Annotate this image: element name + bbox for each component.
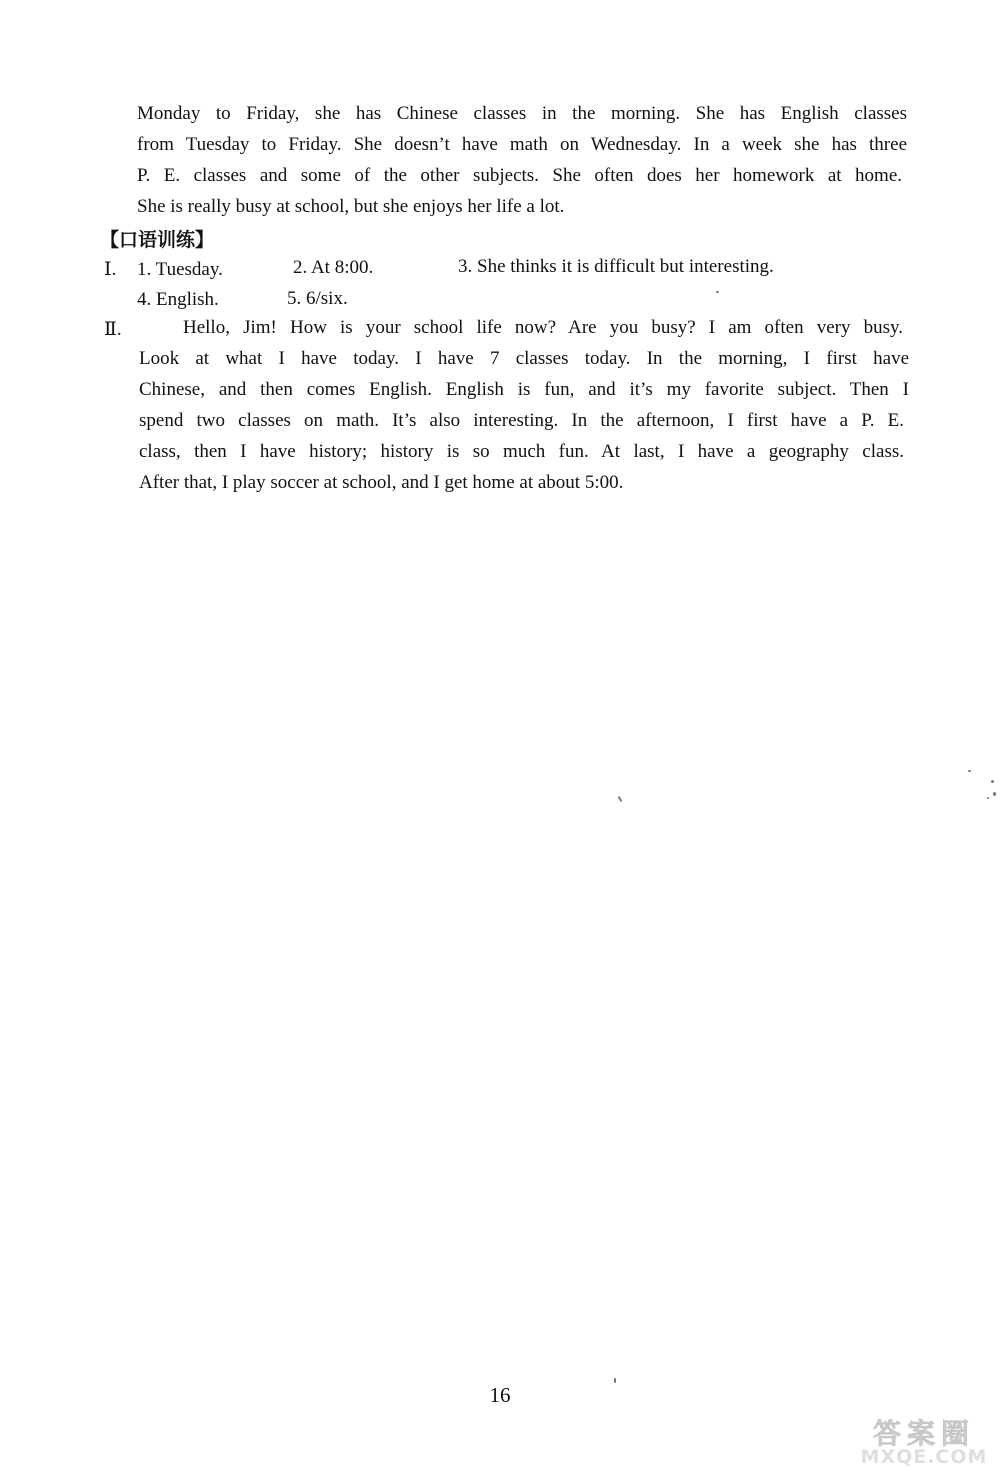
scan-speck bbox=[618, 796, 623, 802]
scan-speck bbox=[968, 770, 971, 772]
scan-speck bbox=[993, 792, 996, 796]
watermark-title: 答案圈 bbox=[872, 1417, 975, 1450]
answer-2: 2. At 8:00. bbox=[293, 257, 374, 278]
watermark-logo bbox=[850, 1412, 998, 1472]
section-title: 【口语训练】 bbox=[100, 229, 215, 251]
part2-line-1: Hello, Jim! How is your school life now? Are you busy? I am often very busy. bbox=[183, 317, 903, 338]
part1-marker: Ⅰ. bbox=[104, 259, 117, 280]
answer-1: 1. Tuesday. bbox=[137, 259, 223, 280]
answer-4: 4. English. bbox=[137, 289, 219, 310]
scan-speck bbox=[716, 291, 719, 293]
scan-speck bbox=[987, 797, 989, 799]
passage-line-2: from Tuesday to Friday. She doesn’t have math on Wednesday. In a week she has three bbox=[137, 134, 907, 155]
passage-line-4: She is really busy at school, but she enjoys her life a lot. bbox=[137, 196, 565, 217]
answer-3: 3. She thinks it is difficult but interesting. bbox=[458, 256, 774, 277]
part2-line-4: spend two classes on math. It’s also interesting. In the afternoon, I first have a P. E. bbox=[139, 410, 904, 431]
passage-line-3: P. E. classes and some of the other subjects. She often does her homework at home. bbox=[137, 165, 902, 186]
part2-line-5: class, then I have history; history is so much fun. At last, I have a geography class. bbox=[139, 441, 904, 462]
answer-5: 5. 6/six. bbox=[287, 288, 348, 309]
part2-line-3: Chinese, and then comes English. English is fun, and it’s my favorite subject. Then I bbox=[139, 379, 909, 400]
watermark-url: MXQE.COM bbox=[860, 1446, 988, 1468]
scan-speck bbox=[991, 780, 994, 783]
part2-line-2: Look at what I have today. I have 7 classes today. In the morning, I first have bbox=[139, 348, 909, 369]
passage-line-1: Monday to Friday, she has Chinese classes in the morning. She has English classes bbox=[137, 103, 907, 124]
part2-marker: Ⅱ. bbox=[104, 319, 122, 340]
page-number: 16 bbox=[489, 1383, 511, 1407]
part2-line-6: After that, I play soccer at school, and I get home at about 5:00. bbox=[139, 472, 624, 493]
